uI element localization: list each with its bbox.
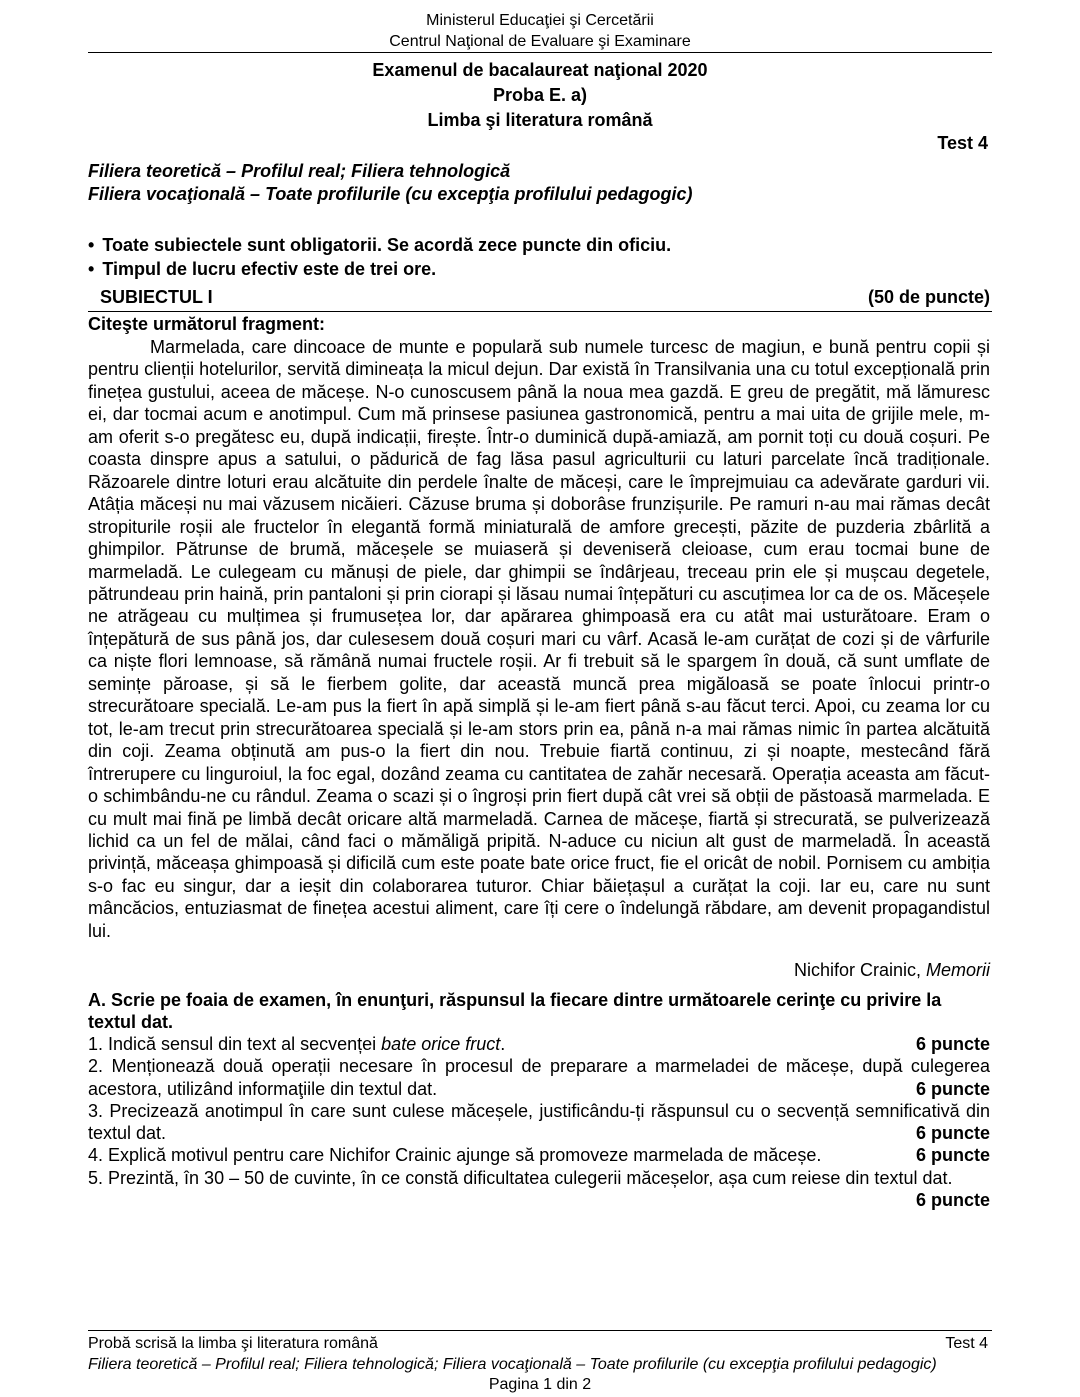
question-item: 2. Menționează două operații necesare în procesul de preparare a marmeladei de măceșe, după culegerea acestora, utilizând informaţiile din textul dat. 6 puncte bbox=[88, 1056, 990, 1099]
subiect-points: (50 de puncte) bbox=[868, 287, 991, 307]
exam-title: Examenul de bacalaureat naţional 2020 bbox=[372, 60, 708, 80]
header bbox=[88, 10, 992, 52]
reading-instruction: Citeşte următorul fragment: bbox=[88, 314, 326, 334]
question-points: 6 puncte bbox=[915, 1123, 990, 1144]
question-item: 1. Indică sensul din text al secvenței bate orice fruct. 6 puncte bbox=[88, 1034, 990, 1054]
text-fragment: Marmelada, care dincoace de munte e populară sub numele turcesc de magiun, e bună pentru copii și pentru clienții hotelurilor, servită dimineața la micul dejun. Dar există în Transilvania una cu totul excepțională prin finețea gustului, aceea de măceșe. N-o cunoscusem până la noua mea gazdă. E greu de pregătit, mă lămuresc ei, dar tocmai acum e anotimpul. Cum mă prinsese pasiunea gastronomică, pentru a mai uita de grijile mele, m-am oferit s-o pregătesc eu, după indicații, firește. Într-o duminică după-amiază, am pornit toți cu două coșuri. Pe coasta dinspre apus a satului, o pădurică de fag lăsa pasul agriculturii cu laturi parcelate încă tradiționale. Răzoarele dintre loturi erau alcătuite din perdele înalte de măceși, care le împrejmuiau ca adevărate garduri vii. Atâția măceși nu mai văzusem nicăieri. Căzuse bruma și doborâse frunzișurile. Pe ramuri n-au mai rămas decât stropiturile roșii ale fructelor în elegantă formă miniaturală de amfore grecești, păzite de puzderia zbârlită a ghimpilor. Pătrunse de brumă, măceșele se muiaseră și deveniseră cleioase, cum erau tocmai bune de marmeladă. Le culegeam cu mănuși de piele, dar ghimpii se îndârjeau, treceau prin ele și mușcau degetele, pătrundeau prin haină, prin pantaloni și prin ciorapi și lăsau numai înțepături cu ascuțimea lor ca de os. Măceșele ne atrăgeau cu mulțimea și frumusețea lor, dar apărarea ghimpoasă era cu atât mai usturătoare. Eram o înțepătură de sus până jos, dar culesesem două coșuri mari cu vârf. Acasă le-am curățat de cozi și de vârfurile ca niște flori lemnoase, să rămână numai fructele roșii. Ar fi trebuit să le spargem în două, că sunt umflate de semințe păroase, și să le fierbem golite, dar această muncă prea migăloasă se poate înlocui printr-o strecurătoare specială. Le-am pus la fiert în apă simplă și le-am fiert până s-au făcut terci. Apoi, cu zeama lor cu tot, le-am trecut prin strecurătoarea specială și le-am stors prin ea, până n-a mai rămas nimic în partea alcătuită din coji. Zeama obținută am pus-o la fiert din nou. Trebuie fiartă continuu, zi și noapte, mestecând fără întrerupere cu linguroiul, la foc egal, dozând zeama cu cantitatea de zahăr necesară. Operația aceasta am făcut-o schimbându-ne cu rândul. Zeama o scazi și o îngroși prin fiert după cât vrei să obții de păstoasă marmelada. E cu mult mai fină pe limbă decât oricare altă marmeladă. Carnea de măceșe, fiartă și strecurată, se pulverizează lichid ca un fel de mălai, când faci o mămăligă pripită. N-aduce cu niciun alt gust de marmeladă. În această privință, măceașa ghimpoasă și dificilă cum este poate bate orice fruct, fie el oricât de nobil. Pornisem cu ambiția s-o fac eu singur, dar a ieșit din colaborarea tuturor. Chiar băiețașul a curățat la coji. Iar eu, care nu sunt mâncăcios, entuziasmat de finețea acestui aliment, care îți cere o îndelungă răbdare, am devenit propagandistul lui. bbox=[88, 337, 990, 941]
question-points: 6 puncte bbox=[915, 1145, 990, 1166]
question-points: 6 puncte bbox=[915, 1034, 990, 1054]
question-item: 3. Precizează anotimpul în care sunt culese măceșele, justificându-ți răspunsul cu o secvență semnificativă din textul dat. 6 puncte bbox=[88, 1100, 990, 1144]
center-name: Centrul Naţional de Evaluare şi Examinare bbox=[389, 33, 691, 50]
source-work: Memorii bbox=[925, 960, 990, 980]
filiera-line-1: Filiera teoretică – Profilul real; Filiera tehnologică bbox=[88, 161, 511, 181]
source-author: Nichifor Crainic, bbox=[793, 960, 926, 980]
question-points: 6 puncte bbox=[915, 1078, 990, 1099]
question-points: 6 puncte bbox=[915, 1190, 990, 1211]
title-block bbox=[88, 58, 992, 133]
proba-title: Proba E. a) bbox=[492, 85, 588, 105]
rule-item: • Toate subiectele sunt obligatorii. Se acordă zece puncte din oficiu. bbox=[88, 233, 671, 257]
header-divider bbox=[88, 52, 992, 53]
rule-item: • Timpul de lucru efectiv este de trei ore. bbox=[88, 257, 671, 281]
filiera-block bbox=[88, 160, 692, 206]
fragment-source bbox=[794, 960, 990, 981]
task-a-heading: A. Scrie pe foaia de examen, în enunţuri, răspunsul la fiecare dintre următoarele cerinţe cu privire la textul dat. bbox=[88, 990, 942, 1032]
ministry-name: Ministerul Educaţiei şi Cercetării bbox=[426, 12, 654, 29]
subiect-title: SUBIECTUL I bbox=[100, 287, 213, 307]
question-item: 5. Prezintă, în 30 – 50 de cuvinte, în ce constă dificultatea culegerii măceșelor, așa cum reiese din textul dat. 6 puncte bbox=[88, 1167, 990, 1211]
footer-probe: Probă scrisă la limba şi literatura română bbox=[88, 1335, 378, 1352]
question-item: 4. Explică motivul pentru care Nichifor Crainic ajunge să promoveze marmelada de măceșe. 6 puncte bbox=[88, 1145, 990, 1166]
test-label: Test 4 bbox=[937, 133, 988, 153]
questions-list bbox=[88, 1033, 990, 1211]
subiect-divider bbox=[88, 311, 992, 312]
footer-test-label: Test 4 bbox=[945, 1335, 988, 1352]
footer-filiera: Filiera teoretică – Profilul real; Filiera tehnologică; Filiera vocaţională – Toate profilurile (cu excepţia profilului pedagogic) bbox=[88, 1356, 937, 1373]
subject-title: Limba şi literatura română bbox=[427, 110, 653, 130]
page-number: Pagina 1 din 2 bbox=[488, 1376, 592, 1393]
filiera-line-2: Filiera vocaţională – Toate profilurile (cu excepţia profilului pedagogic) bbox=[88, 184, 693, 204]
rules-list bbox=[88, 233, 671, 281]
footer-divider bbox=[88, 1330, 992, 1331]
